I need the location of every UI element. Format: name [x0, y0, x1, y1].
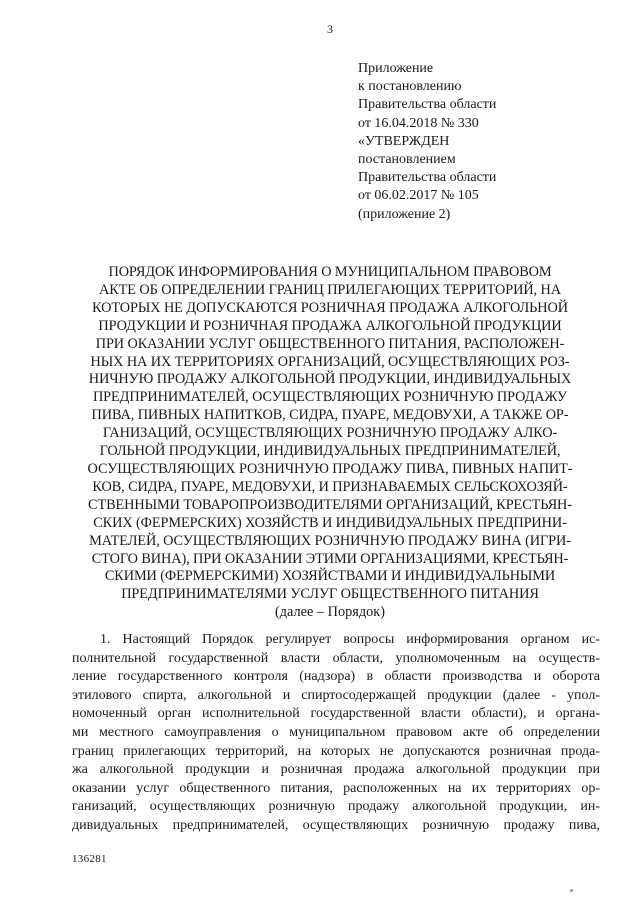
approval-line: (приложение 2)	[358, 206, 451, 222]
title-line: СТВЕННЫМИ ТОВАРОПРОИЗВОДИТЕЛЯМИ ОРГАНИЗАЦИЙ, КРЕСТЬЯН-	[88, 496, 572, 513]
title-line: КОТОРЫХ НЕ ДОПУСКАЮТСЯ РОЗНИЧНАЯ ПРОДАЖА АЛКОГОЛЬНОЙ	[92, 299, 568, 316]
body-line: жа алкогольной продукции и розничная продажа алкогольной продукции при	[72, 762, 600, 778]
document-title	[70, 264, 590, 622]
title-line: ПОРЯДОК ИНФОРМИРОВАНИЯ О МУНИЦИПАЛЬНОМ ПРАВОВОМ	[108, 264, 552, 280]
title-line: ГАНИЗАЦИЙ, ОСУЩЕСТВЛЯЮЩИХ РОЗНИЧНУЮ ПРОДАЖУ АЛКО-	[102, 425, 558, 442]
approval-line: от 16.04.2018 № 330	[358, 115, 479, 131]
approval-line: Правительства области	[358, 170, 497, 186]
body-line: границ прилегающих территорий, на которых не допускаются розничная прода-	[72, 743, 600, 759]
title-line: НЫХ НА ИХ ТЕРРИТОРИЯХ ОРГАНИЗАЦИЙ, ОСУЩЕСТВЛЯЮЩИХ РОЗ-	[90, 353, 570, 370]
approval-line: к постановлению	[358, 79, 462, 95]
scan-artifact	[570, 889, 573, 892]
title-line: АКТЕ ОБ ОПРЕДЕЛЕНИИ ГРАНИЦ ПРИЛЕГАЮЩИХ ТЕРРИТОРИЙ, НА	[99, 281, 561, 298]
title-line: ПИВА, ПИВНЫХ НАПИТКОВ, СИДРА, ПУАРЕ, МЕДОВУХИ, А ТАКЖЕ ОР-	[91, 407, 569, 424]
document-code: 136281	[72, 853, 107, 865]
body-line: ганизаций, осуществляющих розничную продажу алкогольной продукции, ин-	[72, 799, 600, 815]
body-paragraph	[72, 631, 600, 836]
title-line: ПРОДУКЦИИ И РОЗНИЧНАЯ ПРОДАЖА АЛКОГОЛЬНОЙ ПРОДУКЦИИ	[98, 317, 562, 334]
title-line: МАТЕЛЕЙ, ОСУЩЕСТВЛЯЮЩИХ РОЗНИЧНУЮ ПРОДАЖУ ВИНА (ИГРИ-	[89, 532, 571, 549]
title-line: ОСУЩЕСТВЛЯЮЩИХ РОЗНИЧНУЮ ПРОДАЖУ ПИВА, ПИВНЫХ НАПИТ-	[87, 460, 573, 477]
body-line: 1. Настоящий Порядок регулирует вопросы информирования органом ис-	[100, 632, 600, 647]
approval-line: Приложение	[358, 61, 434, 76]
approval-line: «УТВЕРЖДЕН	[358, 133, 450, 149]
approval-stamp-block	[358, 60, 618, 224]
approval-line: от 06.02.2017 № 105	[358, 188, 479, 204]
body-line: ление государственного контроля (надзора) в области производства и оборота	[72, 669, 600, 685]
title-line: СКИМИ (ФЕРМЕРСКИМИ) ХОЗЯЙСТВАМИ И ИНДИВИДУАЛЬНЫМИ	[104, 568, 556, 585]
approval-line: постановлением	[358, 152, 456, 168]
title-line: ПРЕДПРИНИМАТЕЛЕЙ, ОСУЩЕСТВЛЯЮЩИХ РОЗНИЧНУЮ ПРОДАЖУ	[92, 389, 568, 406]
title-line: СТОГО ВИНА), ПРИ ОКАЗАНИИ ЭТИМИ ОРГАНИЗАЦИЯМИ, КРЕСТЬЯН-	[91, 550, 569, 567]
title-line: СКИХ (ФЕРМЕРСКИХ) ХОЗЯЙСТВ И ИНДИВИДУАЛЬНЫХ ПРЕДПРИНИ-	[93, 514, 567, 531]
approval-line: Правительства области	[358, 97, 497, 113]
body-line: ми местного самоуправления о муниципальном правовом акте об определении	[72, 724, 600, 740]
body-line: номоченный орган исполнительной государственной власти области), и органа-	[72, 706, 600, 722]
title-line: ПРИ ОКАЗАНИИ УСЛУГ ОБЩЕСТВЕННОГО ПИТАНИЯ, РАСПОЛОЖЕН-	[95, 335, 565, 352]
title-line: ГОЛЬНОЙ ПРОДУКЦИИ, ИНДИВИДУАЛЬНЫХ ПРЕДПРИНИМАТЕЛЕЙ,	[99, 443, 561, 460]
title-subtitle: (далее – Порядок)	[275, 604, 385, 621]
body-line: этилового спирта, алкогольной и спиртосодержащей продукции (далее - упол-	[72, 687, 600, 703]
title-line: ПРЕДПРИНИМАТЕЛЯМИ УСЛУГ ОБЩЕСТВЕННОГО ПИТАНИЯ	[121, 586, 539, 603]
page-number: 3	[327, 22, 333, 36]
body-line: оказании услуг общественного питания, расположенных на их территориях ор-	[72, 780, 600, 796]
body-line: полнительной государственной власти области, уполномоченным на осуществ-	[72, 650, 600, 666]
title-line: КОВ, СИДРА, ПУАРЕ, МЕДОВУХИ, И ПРИЗНАВАЕМЫХ СЕЛЬСКОХОЗЯЙ-	[92, 478, 568, 495]
body-line: дивидуальных предпринимателей, осуществляющих розничную продажу пива,	[72, 817, 600, 833]
title-line: НИЧНУЮ ПРОДАЖУ АЛКОГОЛЬНОЙ ПРОДУКЦИИ, ИНДИВИДУАЛЬНЫХ	[88, 371, 572, 388]
